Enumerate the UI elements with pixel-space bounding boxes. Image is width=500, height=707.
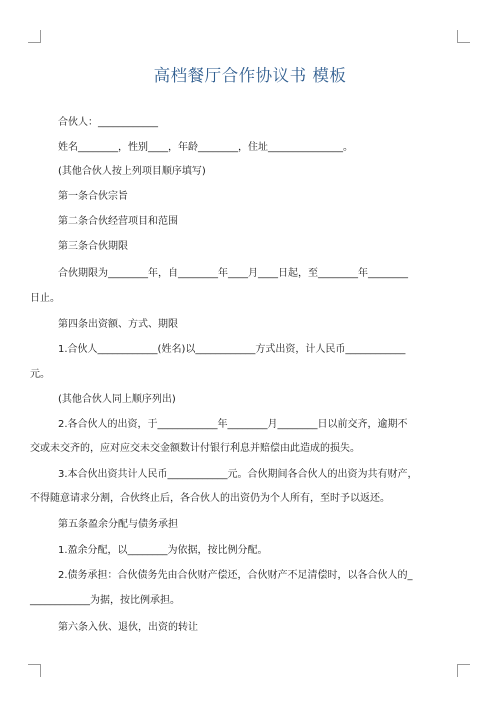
debt-line: 2.债务承担：合伙债务先由合伙财产偿还，合伙财产不足清偿时，以各合伙人的_	[58, 570, 413, 581]
term-line-cont: 日止。	[30, 293, 60, 304]
article-3-heading: 第三条合伙期限	[58, 241, 128, 252]
article-4-heading: 第四条出资额、方式、期限	[58, 319, 178, 330]
article-2-heading: 第二条合伙经营项目和范围	[58, 216, 178, 227]
crop-mark-top-right	[457, 30, 470, 43]
contribution-2-cont: 交或未交齐的，应对应交未交金额数计付银行利息并赔偿由此造成的损失。	[30, 443, 360, 454]
article-1-heading: 第一条合伙宗旨	[58, 191, 128, 202]
contribution-2-line: 2.各合伙人的出资，于____________年________月________日以前交齐，逾期不	[58, 419, 408, 430]
document-title: 高档餐厅合作协议书 模板	[153, 66, 347, 85]
crop-mark-bottom-right	[457, 664, 470, 677]
crop-mark-top-left	[28, 30, 41, 43]
article-6-heading: 第六条入伙、退伙，出资的转让	[58, 622, 198, 633]
term-line: 合伙期限为________年，自________年____月____日起，至________年________	[58, 268, 408, 279]
debt-line-cont: ____________为据，按比例承担。	[30, 595, 180, 606]
note-line: (其他合伙人按上列项目顺序填写)	[58, 166, 206, 177]
contribution-1-cont: 元。	[30, 369, 50, 380]
crop-mark-bottom-left	[28, 664, 41, 677]
article-5-heading: 第五条盈余分配与债务承担	[58, 519, 178, 530]
profit-distribution-line: 1.盈余分配，以________为依据，按比例分配。	[58, 545, 268, 556]
note-line-2: (其他合伙人同上顺序列出)	[58, 394, 176, 405]
partner-line: 合伙人：____________	[58, 117, 158, 128]
contribution-3-cont: 不得随意请求分割，合伙终止后，各合伙人的出资仍为个人所有，至时予以返还。	[30, 493, 390, 504]
partner-details-line: 姓名________，性别____，年龄________，住址_______________。	[58, 142, 353, 153]
contribution-3-line: 3.本合伙出资共计人民币____________元。合伙期间各合伙人的出资为共有财产，	[58, 469, 418, 480]
contribution-1-line: 1.合伙人____________(姓名)以____________方式出资，计人民币____________	[58, 344, 406, 355]
